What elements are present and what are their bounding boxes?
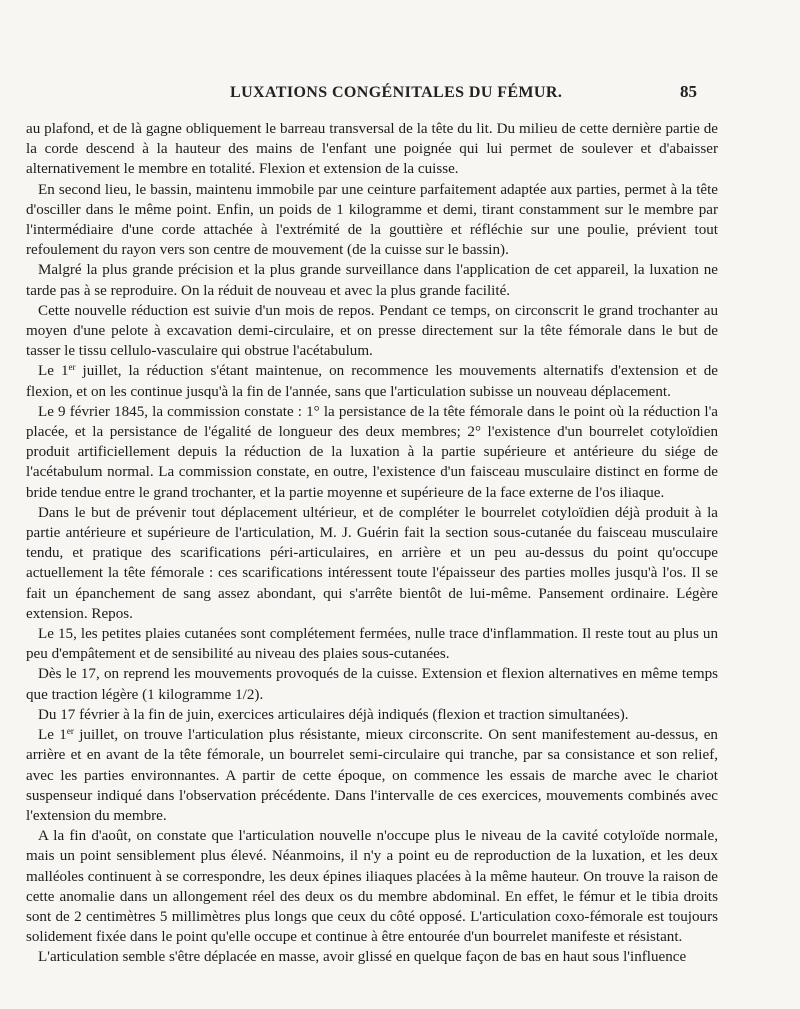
ordinal-suffix: er xyxy=(68,362,76,373)
paragraph: L'articulation semble s'être déplacée en masse, avoir glissé en quelque façon de bas en haut sous l'influence xyxy=(38,949,687,966)
page-number: 85 xyxy=(680,82,697,101)
paragraph: Dès le 17, on reprend les mouvements provoqués de la cuisse. Extension et flexion alternatives en même temps que traction légère (1 kilogramme 1/2). xyxy=(26,666,718,703)
paragraph: Cette nouvelle réduction est suivie d'un mois de repos. Pendant ce temps, on circonscrit le grand trochanter au moyen d'une pelote à excavation demi-circulaire, et on presse directement sur la tête fémorale dans le but de tasser le tissu cellulo-vasculaire qui obstrue l'acétabulum. xyxy=(26,302,718,360)
ordinal-suffix: er xyxy=(66,726,74,737)
paragraph: Du 17 février à la fin de juin, exercices articulaires déjà indiqués (flexion et traction simultanées). xyxy=(38,706,629,723)
paragraph: au plafond, et de là gagne obliquement le barreau transversal de la tête du lit. Du milieu de cette dernière partie de la corde descend à la hauteur des mains de l'enfant une poignée qui lui permet de soulever et d'abaisser alternativement le membre en totalité. Flexion et extension de la cuisse. xyxy=(26,121,718,178)
paragraph: Le 9 février 1845, la commission constate : 1° la persistance de la tête fémorale dans le point où la réduction l'a placée, et la persistance de l'égalité de longueur des deux membres; 2° l'existence d'un bourrelet cotyloïdien produit artificiellement depuis la réduction de la luxation à la partie supérieure et antérieure du siége de l'acétabulum normal. La commission constate, en outre, l'existence d'un faisceau musculaire distinct en forme de bride tendue entre le grand trochanter, et la partie moyenne et supérieure de la face externe de l'os iliaque. xyxy=(26,403,718,501)
page-header xyxy=(0,84,800,106)
paragraph: Malgré la plus grande précision et la plus grande surveillance dans l'application de cet appareil, la luxation ne tarde pas à se reproduire. On la réduit de nouveau et avec la plus grande facilité. xyxy=(26,262,718,299)
paragraph: A la fin d'août, on constate que l'articulation nouvelle n'occupe plus le niveau de la cavité cotyloïde normale, mais un point sensiblement plus élevé. Néanmoins, il n'y a point eu de reproduction de la luxation, et les deux malléoles continuent à se correspondre, les deux épines iliaques placées à la même hauteur. On trouve la raison de cette anomalie dans un allongement réel des deux os du membre abdominal. En effet, le fémur et le tibia droits sont de 2 centimètres 5 millimètres plus longs que ceux du côté opposé. L'articulation coxo-fémorale est toujours solidement fixée dans le point qu'elle occupe et continue à être entourée d'un bourrelet manifeste et résistant. xyxy=(26,828,718,946)
paragraph: Le 1er juillet, on trouve l'articulation plus résistante, mieux circonscrite. On sent manifestement au-dessus, en arrière et en avant de la tête fémorale, un bourrelet semi-circulaire qui tranche, par sa consistance et son relief, avec les parties environnantes. A partir de cette époque, on commence les essais de marche avec le chariot suspenseur indiqué dans l'observation précédente. Dans l'intervalle de ces exercices, mouvements combinés avec l'extension du membre. xyxy=(26,726,718,824)
body-text xyxy=(26,119,718,968)
paragraph: Dans le but de prévenir tout déplacement ultérieur, et de compléter le bourrelet cotyloïdien déjà produit à la partie antérieure et supérieure de l'articulation, M. J. Guérin fait la section sous-cutanée du faisceau musculaire tendu, et pratique des scarifications péri-articulaires, en arrière et un peu au-dessus du point qu'occupe actuellement la tête fémorale : ces scarifications intéressent toute l'épaisseur des parties molles jusqu'à l'os. Il se fait un épanchement de sang assez abondant, qui s'arrête bientôt de lui-même. Pansement ordinaire. Légère extension. Repos. xyxy=(26,504,718,622)
paragraph: Le 1er juillet, la réduction s'étant maintenue, on recommence les mouvements alternatifs d'extension et de flexion, et on les continue jusqu'à la fin de l'année, sans que l'articulation subisse un nouveau déplacement. xyxy=(26,362,718,400)
paragraph: Le 15, les petites plaies cutanées sont complétement fermées, nulle trace d'inflammation. Il reste tout au plus un peu d'empâtement et de sensibilité au niveau des plaies sous-cutanées. xyxy=(26,626,718,663)
running-title: LUXATIONS CONGÉNITALES DU FÉMUR. xyxy=(230,84,563,101)
paragraph: En second lieu, le bassin, maintenu immobile par une ceinture parfaitement adaptée aux parties, permet à la tête d'osciller dans le même point. Enfin, un poids de 1 kilogramme et demi, tirant constamment sur le membre par l'intermédiaire d'une corde attachée à l'extrémité de la gouttière et réfléchie sur une poulie, prévient tout refoulement du rayon vers son centre de mouvement (de la cuisse sur le bassin). xyxy=(26,181,718,259)
